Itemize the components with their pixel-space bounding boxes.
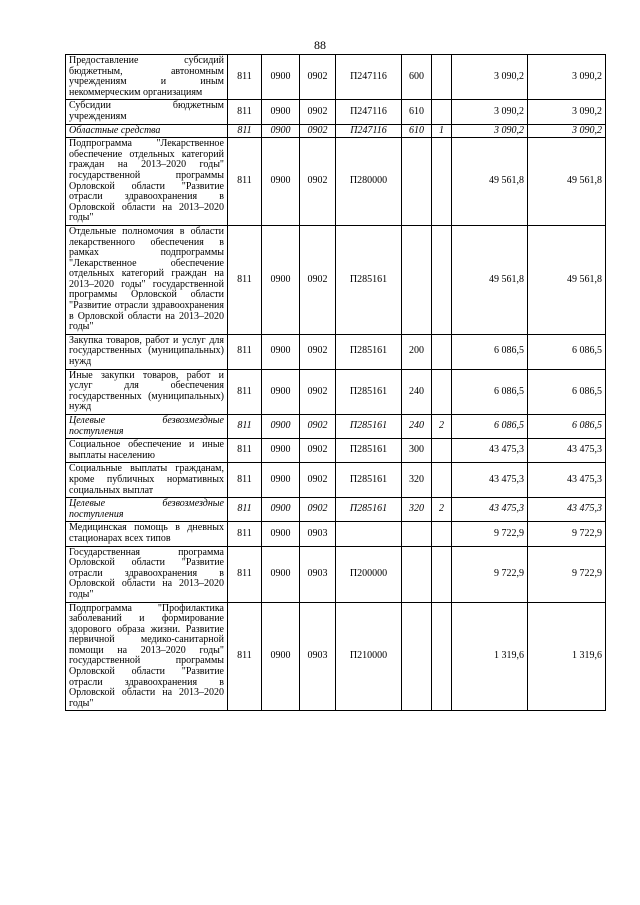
table-body xyxy=(66,55,606,711)
budget-table xyxy=(65,54,606,711)
expense-type-cell xyxy=(402,522,432,546)
funding-source-cell xyxy=(432,546,452,602)
subsection-cell: 0902 xyxy=(300,225,336,334)
amount-cell-1: 49 561,8 xyxy=(452,225,528,334)
row-name-cell: Отдельные полномочия в области лекарственного обеспечения в рамках подпрограммы "Лекарственное обеспечение отдельных категорий граждан на 2013–2020 годы" государственной программы Орловской области "Развитие отрасли здравоохранения в Орловской области на 2013–2020 годы" xyxy=(66,225,228,334)
table-row xyxy=(66,463,606,498)
amount-cell-2: 6 086,5 xyxy=(528,334,606,369)
expense-type-cell xyxy=(402,546,432,602)
amount-cell-1: 1 319,6 xyxy=(452,602,528,711)
subsection-cell: 0902 xyxy=(300,124,336,138)
amount-cell-2: 43 475,3 xyxy=(528,463,606,498)
target-article-cell: П285161 xyxy=(336,498,402,522)
amount-cell-2: 3 090,2 xyxy=(528,55,606,100)
target-article-cell: П210000 xyxy=(336,602,402,711)
amount-cell-2: 1 319,6 xyxy=(528,602,606,711)
amount-cell-2: 3 090,2 xyxy=(528,100,606,124)
row-name-cell: Субсидии бюджетным учреждениям xyxy=(66,100,228,124)
section-cell: 0900 xyxy=(262,55,300,100)
amount-cell-2: 9 722,9 xyxy=(528,546,606,602)
expense-type-cell: 240 xyxy=(402,369,432,414)
target-article-cell: П200000 xyxy=(336,546,402,602)
ved-cell: 811 xyxy=(228,100,262,124)
table-row xyxy=(66,602,606,711)
funding-source-cell xyxy=(432,55,452,100)
subsection-cell: 0903 xyxy=(300,522,336,546)
target-article-cell: П285161 xyxy=(336,369,402,414)
amount-cell-1: 9 722,9 xyxy=(452,546,528,602)
ved-cell: 811 xyxy=(228,124,262,138)
target-article-cell: П285161 xyxy=(336,439,402,463)
ved-cell: 811 xyxy=(228,522,262,546)
table-row xyxy=(66,498,606,522)
row-name-cell: Медицинская помощь в дневных стационарах всех типов xyxy=(66,522,228,546)
amount-cell-2: 6 086,5 xyxy=(528,369,606,414)
amount-cell-1: 3 090,2 xyxy=(452,55,528,100)
ved-cell: 811 xyxy=(228,55,262,100)
row-name-cell: Целевые безвозмездные поступления xyxy=(66,415,228,439)
row-name-cell: Социальные выплаты гражданам, кроме публичных нормативных социальных выплат xyxy=(66,463,228,498)
row-name-cell: Социальное обеспечение и иные выплаты населению xyxy=(66,439,228,463)
section-cell: 0900 xyxy=(262,546,300,602)
expense-type-cell: 200 xyxy=(402,334,432,369)
section-cell: 0900 xyxy=(262,602,300,711)
row-name-cell: Иные закупки товаров, работ и услуг для обеспечения государственных (муниципальных) нужд xyxy=(66,369,228,414)
funding-source-cell: 2 xyxy=(432,498,452,522)
funding-source-cell: 1 xyxy=(432,124,452,138)
expense-type-cell xyxy=(402,138,432,226)
subsection-cell: 0902 xyxy=(300,439,336,463)
section-cell: 0900 xyxy=(262,124,300,138)
amount-cell-2: 3 090,2 xyxy=(528,124,606,138)
table-row xyxy=(66,334,606,369)
amount-cell-2: 6 086,5 xyxy=(528,415,606,439)
expense-type-cell: 240 xyxy=(402,415,432,439)
target-article-cell: П280000 xyxy=(336,138,402,226)
row-name-cell: Предоставление субсидий бюджетным, автономным учреждениям и иным некоммерческим организациям xyxy=(66,55,228,100)
target-article-cell: П285161 xyxy=(336,463,402,498)
subsection-cell: 0902 xyxy=(300,463,336,498)
subsection-cell: 0902 xyxy=(300,334,336,369)
funding-source-cell xyxy=(432,522,452,546)
section-cell: 0900 xyxy=(262,138,300,226)
table-row xyxy=(66,225,606,334)
section-cell: 0900 xyxy=(262,334,300,369)
subsection-cell: 0902 xyxy=(300,369,336,414)
amount-cell-1: 3 090,2 xyxy=(452,124,528,138)
expense-type-cell: 600 xyxy=(402,55,432,100)
row-name-cell: Областные средства xyxy=(66,124,228,138)
expense-type-cell: 320 xyxy=(402,498,432,522)
ved-cell: 811 xyxy=(228,439,262,463)
row-name-cell: Государственная программа Орловской области "Развитие отрасли здравоохранения в Орловской области на 2013–2020 годы" xyxy=(66,546,228,602)
subsection-cell: 0903 xyxy=(300,602,336,711)
funding-source-cell xyxy=(432,463,452,498)
ved-cell: 811 xyxy=(228,225,262,334)
table-row xyxy=(66,522,606,546)
table-row xyxy=(66,55,606,100)
row-name-cell: Целевые безвозмездные поступления xyxy=(66,498,228,522)
ved-cell: 811 xyxy=(228,415,262,439)
ved-cell: 811 xyxy=(228,138,262,226)
row-name-cell: Закупка товаров, работ и услуг для государственных (муниципальных) нужд xyxy=(66,334,228,369)
subsection-cell: 0903 xyxy=(300,546,336,602)
section-cell: 0900 xyxy=(262,415,300,439)
amount-cell-1: 9 722,9 xyxy=(452,522,528,546)
amount-cell-1: 43 475,3 xyxy=(452,463,528,498)
subsection-cell: 0902 xyxy=(300,498,336,522)
section-cell: 0900 xyxy=(262,522,300,546)
amount-cell-1: 6 086,5 xyxy=(452,415,528,439)
section-cell: 0900 xyxy=(262,498,300,522)
ved-cell: 811 xyxy=(228,463,262,498)
table-row xyxy=(66,138,606,226)
expense-type-cell xyxy=(402,225,432,334)
expense-type-cell xyxy=(402,602,432,711)
target-article-cell: П247116 xyxy=(336,100,402,124)
expense-type-cell: 610 xyxy=(402,100,432,124)
amount-cell-1: 49 561,8 xyxy=(452,138,528,226)
target-article-cell: П247116 xyxy=(336,124,402,138)
ved-cell: 811 xyxy=(228,546,262,602)
funding-source-cell xyxy=(432,225,452,334)
section-cell: 0900 xyxy=(262,463,300,498)
funding-source-cell xyxy=(432,334,452,369)
table-row xyxy=(66,546,606,602)
target-article-cell: П247116 xyxy=(336,55,402,100)
row-name-cell: Подпрограмма "Профилактика заболеваний и формирование здорового образа жизни. Развитие первичной медико-санитарной помощи на 2013–2020 годы" государственной программы Орловской области "Развитие отрасли здравоохранения в Орловской области на 2013–2020 годы" xyxy=(66,602,228,711)
table-row xyxy=(66,100,606,124)
subsection-cell: 0902 xyxy=(300,415,336,439)
section-cell: 0900 xyxy=(262,100,300,124)
table-row xyxy=(66,439,606,463)
funding-source-cell xyxy=(432,369,452,414)
ved-cell: 811 xyxy=(228,334,262,369)
amount-cell-2: 49 561,8 xyxy=(528,138,606,226)
subsection-cell: 0902 xyxy=(300,55,336,100)
subsection-cell: 0902 xyxy=(300,138,336,226)
target-article-cell: П285161 xyxy=(336,225,402,334)
table-row xyxy=(66,415,606,439)
ved-cell: 811 xyxy=(228,369,262,414)
ved-cell: 811 xyxy=(228,602,262,711)
section-cell: 0900 xyxy=(262,225,300,334)
funding-source-cell xyxy=(432,602,452,711)
row-name-cell: Подпрограмма "Лекарственное обеспечение отдельных категорий граждан на 2013–2020 годы" государственной программы Орловской области "Развитие отрасли здравоохранения в Орловской области на 2013–2020 годы" xyxy=(66,138,228,226)
target-article-cell: П285161 xyxy=(336,415,402,439)
section-cell: 0900 xyxy=(262,439,300,463)
amount-cell-1: 3 090,2 xyxy=(452,100,528,124)
target-article-cell: П285161 xyxy=(336,334,402,369)
expense-type-cell: 320 xyxy=(402,463,432,498)
amount-cell-1: 6 086,5 xyxy=(452,369,528,414)
target-article-cell xyxy=(336,522,402,546)
section-cell: 0900 xyxy=(262,369,300,414)
funding-source-cell: 2 xyxy=(432,415,452,439)
amount-cell-1: 43 475,3 xyxy=(452,498,528,522)
ved-cell: 811 xyxy=(228,498,262,522)
table-row xyxy=(66,369,606,414)
amount-cell-2: 43 475,3 xyxy=(528,439,606,463)
subsection-cell: 0902 xyxy=(300,100,336,124)
amount-cell-2: 9 722,9 xyxy=(528,522,606,546)
funding-source-cell xyxy=(432,138,452,226)
funding-source-cell xyxy=(432,100,452,124)
table-row xyxy=(66,124,606,138)
funding-source-cell xyxy=(432,439,452,463)
page-number: 88 xyxy=(314,38,326,52)
amount-cell-2: 43 475,3 xyxy=(528,498,606,522)
amount-cell-1: 6 086,5 xyxy=(452,334,528,369)
expense-type-cell: 610 xyxy=(402,124,432,138)
expense-type-cell: 300 xyxy=(402,439,432,463)
amount-cell-1: 43 475,3 xyxy=(452,439,528,463)
amount-cell-2: 49 561,8 xyxy=(528,225,606,334)
